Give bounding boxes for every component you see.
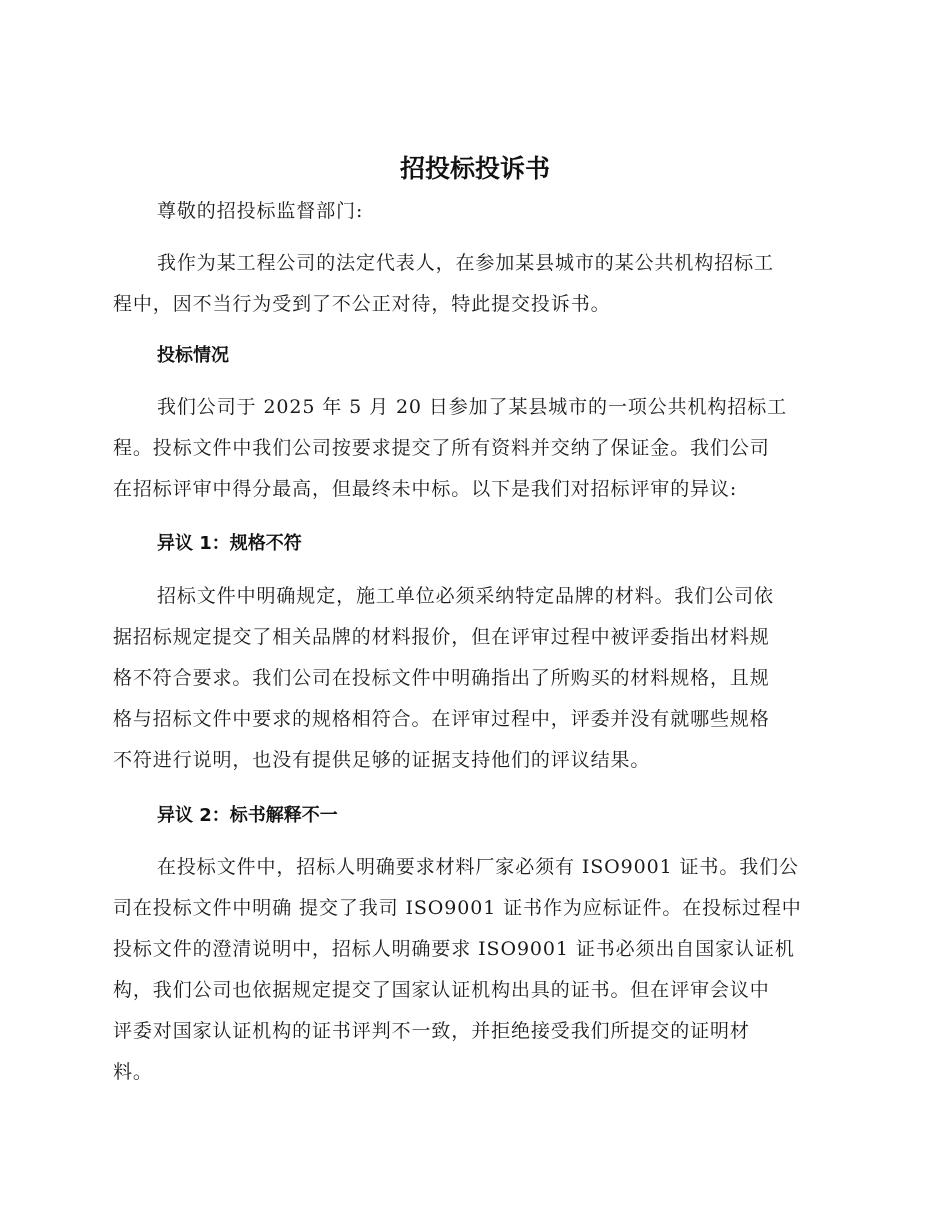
paragraph-line: 在招标评审中得分最高，但最终未中标。以下是我们对招标评审的异议:	[113, 478, 738, 500]
paragraph-line: 料。	[113, 1061, 153, 1083]
salutation-block	[113, 191, 835, 232]
paragraph-line: 程。投标文件中我们公司按要求提交了所有资料并交纳了保证金。我们公司	[113, 437, 770, 459]
paragraph-line: 我作为某工程公司的法定代表人，在参加某县城市的某公共机构招标工	[157, 252, 774, 274]
paragraph-line: 投标文件的澄清说明中，招标人明确要求 ISO9001 证书必须出自国家认证机	[113, 938, 795, 960]
document-title: 招投标投诉书	[399, 154, 550, 183]
section-heading-bidding: 投标情况	[157, 345, 229, 366]
paragraph-line: 我们公司于 2025 年 5 月 20 日参加了某县城市的一项公共机构招标工	[157, 396, 788, 418]
paragraph-line: 在投标文件中，招标人明确要求材料厂家必须有 ISO9001 证书。我们公	[157, 856, 799, 878]
paragraph-line: 程中，因不当行为受到了不公正对待，特此提交投诉书。	[113, 293, 611, 315]
objection-1-paragraph	[113, 576, 835, 781]
paragraph-line: 据招标规定提交了相关品牌的材料报价，但在评审过程中被评委指出材料规	[113, 626, 770, 648]
paragraph-line: 评委对国家认证机构的证书评判不一致，并拒绝接受我们所提交的证明材	[113, 1020, 750, 1042]
paragraph-line: 格不符合要求。我们公司在投标文件中明确指出了所购买的材料规格，且规	[113, 667, 770, 689]
paragraph-line: 招标文件中明确规定，施工单位必须采纳特定品牌的材料。我们公司依	[157, 585, 774, 607]
paragraph-line: 格与招标文件中要求的规格相符合。在评审过程中，评委并没有就哪些规格	[113, 708, 770, 730]
salutation: 尊敬的招投标监督部门:	[157, 200, 364, 222]
paragraph-line: 不符进行说明，也没有提供足够的证据支持他们的评议结果。	[113, 749, 651, 771]
bidding-paragraph	[113, 387, 835, 510]
section-heading-objection-1: 异议 1：规格不符	[157, 533, 302, 554]
objection-2-paragraph	[113, 847, 835, 1093]
intro-paragraph	[113, 243, 835, 325]
paragraph-line: 司在投标文件中明确 提交了我司 ISO9001 证书作为应标证件。在投标过程中	[113, 897, 802, 919]
section-heading-objection-2: 异议 2：标书解释不一	[157, 805, 338, 826]
paragraph-line: 构，我们公司也依据规定提交了国家认证机构出具的证书。但在评审会议中	[113, 979, 770, 1001]
